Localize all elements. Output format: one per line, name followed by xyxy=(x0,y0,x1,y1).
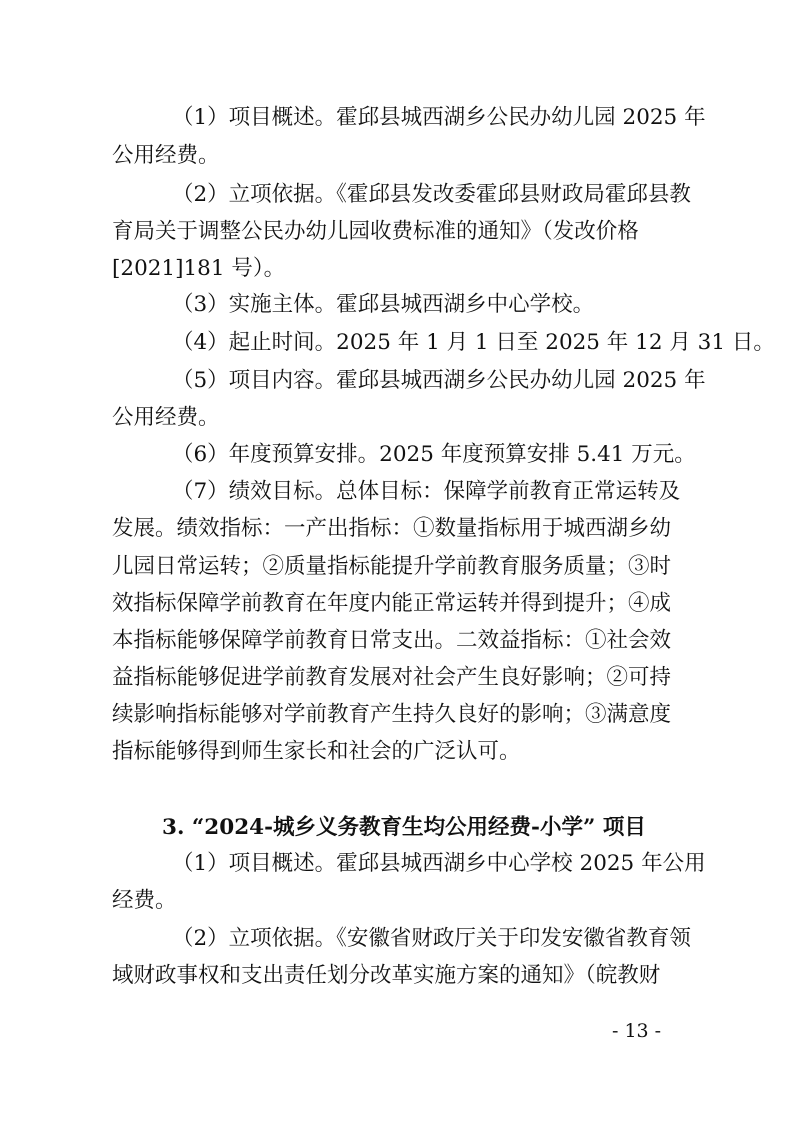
paragraph-line: 续影响指标能够对学前教育产生持久良好的影响；③满意度 xyxy=(112,702,672,727)
paragraph-line: （2）立项依据。《霍邱县发改委霍邱县财政局霍邱县教 xyxy=(172,182,691,207)
paragraph-line: 公用经费。 xyxy=(112,405,220,430)
paragraph-line: （5）项目内容。霍邱县城西湖乡公民办幼儿园 2025 年 xyxy=(172,368,706,393)
paragraph-line: [2021]181 号）。 xyxy=(112,256,286,281)
paragraph-line: 本指标能够保障学前教育日常支出。二效益指标：①社会效 xyxy=(112,628,672,653)
section-heading: 3. “2024-城乡义务教育生均公用经费-小学” 项目 xyxy=(162,815,646,840)
paragraph-line: 育局关于调整公民办幼儿园收费标准的通知》（发改价格 xyxy=(112,219,639,244)
paragraph-line: 效指标保障学前教育在年度内能正常运转并得到提升；④成 xyxy=(112,591,672,616)
paragraph-line: 指标能够得到师生家长和社会的广泛认可。 xyxy=(112,739,521,764)
paragraph-line: 儿园日常运转；②质量指标能提升学前教育服务质量；③时 xyxy=(112,554,672,579)
paragraph-line: （4）起止时间。2025 年 1 月 1 日至 2025 年 12 月 31 日。 xyxy=(172,330,775,355)
page-number: - 13 - xyxy=(612,1020,662,1042)
paragraph-line: （1）项目概述。霍邱县城西湖乡中心学校 2025 年公用 xyxy=(172,851,706,876)
paragraph-line: （3）实施主体。霍邱县城西湖乡中心学校。 xyxy=(172,292,595,317)
paragraph-line: （1）项目概述。霍邱县城西湖乡公民办幼儿园 2025 年 xyxy=(172,105,706,130)
paragraph-line: （6）年度预算安排。2025 年度预算安排 5.41 万元。 xyxy=(172,442,696,467)
paragraph-line: （2）立项依据。《安徽省财政厅关于印发安徽省教育领 xyxy=(172,926,691,951)
paragraph-line: 经费。 xyxy=(112,888,177,913)
paragraph-line: （7）绩效目标。总体目标：保障学前教育正常运转及 xyxy=(172,479,681,504)
paragraph-line: 域财政事权和支出责任划分改革实施方案的通知》（皖教财 xyxy=(112,963,661,988)
paragraph-line: 益指标能够促进学前教育发展对社会产生良好影响；②可持 xyxy=(112,665,672,690)
paragraph-line: 发展。绩效指标：一产出指标：①数量指标用于城西湖乡幼 xyxy=(112,516,672,541)
paragraph-line: 公用经费。 xyxy=(112,143,220,168)
